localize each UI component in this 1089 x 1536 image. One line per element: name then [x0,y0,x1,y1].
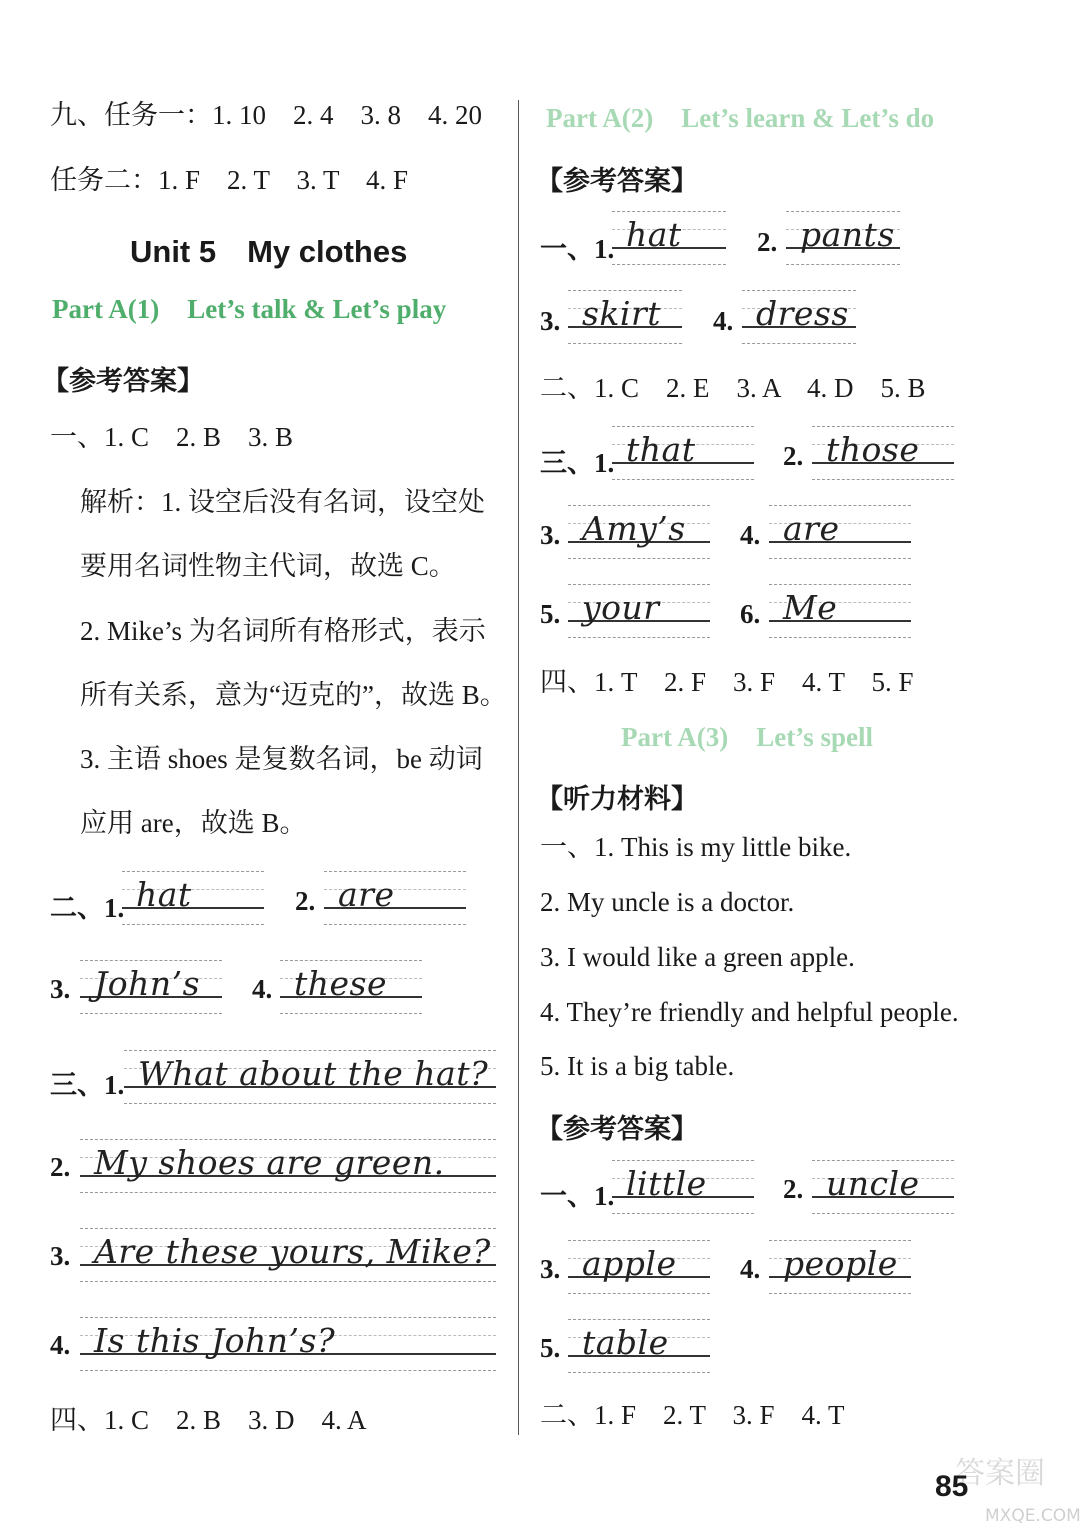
right-a1-answer-3 [568,1240,710,1294]
left-s2-answer-3 [80,960,222,1014]
right-s3-word-6: Me [783,588,838,627]
part-a2-heading [546,103,934,134]
right-s3-word-1: that [626,430,696,469]
task-nine-line-2: 任务二：1. F 2. T 3. T 4. F [50,165,409,195]
listening-line-1: 一、1. This is my little bike. [540,832,852,862]
right-a1-word-4: people [783,1244,898,1283]
explanation-line-3: 2. Mike’s 为名词所有格形式，表示 [80,616,486,646]
right-s3-answer-3 [568,505,710,559]
column-divider [518,100,519,1435]
right-s3-num-6: 6. [740,599,761,629]
right-s1-answer-4 [742,290,856,344]
right-s1-word-1: hat [626,215,682,254]
watermark-logo: 答案圈 [955,1456,1045,1491]
right-s1-num-2: 2. [757,227,778,257]
right-s3-num-2: 2. [783,441,804,471]
left-s3-num-3: 3. [50,1241,71,1271]
part-a3-title: Let’s spell [756,722,873,752]
left-section-1: 一、1. C 2. B 3. B [50,422,294,452]
right-a1-word-5: table [582,1323,669,1362]
right-s3-answer-1 [612,426,754,480]
part-a1-label: Part A(1) [52,294,160,324]
left-s2-label: 二、1. [50,893,125,923]
left-s3-num-4: 4. [50,1330,71,1360]
listening-line-4: 4. They’re friendly and helpful people. [540,997,959,1027]
right-a1-word-2: uncle [826,1164,920,1203]
right-s3-word-5: your [582,588,660,627]
right-a1-label: 一、1. [540,1181,615,1211]
left-s3-answer-4 [80,1317,496,1371]
page-number: 85 [935,1470,969,1503]
right-section-2: 二、1. C 2. E 3. A 4. D 5. B [540,373,926,403]
right-s3-num-3: 3. [540,520,561,550]
right-a1-answer-2 [812,1160,954,1214]
right-s3-answer-4 [769,505,911,559]
left-s3-label: 三、1. [50,1070,125,1100]
part-a2-title: Let’s learn & Let’s do [681,103,935,133]
right-s1-word-4: dress [756,294,849,333]
left-section-4: 四、1. C 2. B 3. D 4. A [50,1405,367,1435]
left-s3-sentence-4: Is this John’s? [94,1321,336,1360]
right-s1-answer-3 [568,290,682,344]
right-s3-answer-2 [812,426,954,480]
left-s2-word-2: are [338,875,395,914]
right-a1-num-2: 2. [783,1174,804,1204]
right-s1-num-4: 4. [713,306,734,336]
part-a2-label: Part A(2) [546,103,654,133]
unit-title: Unit 5 My clothes [130,234,408,269]
part-a3-heading [621,722,873,753]
left-s2-num-3: 3. [50,974,71,1004]
left-s3-num-2: 2. [50,1152,71,1182]
right-a1-answer-1 [612,1160,754,1214]
listening-line-2: 2. My uncle is a doctor. [540,887,795,917]
left-s2-word-1: hat [136,875,192,914]
right-s1-label: 一、1. [540,234,615,264]
left-s3-answer-1 [124,1050,496,1104]
left-s2-word-3: John’s [94,964,201,1003]
answer-header-right: 【参考答案】 [536,166,698,196]
answer-header-left: 【参考答案】 [42,366,204,396]
right-s3-word-4: are [783,509,840,548]
right-a1-num-5: 5. [540,1333,561,1363]
listening-line-3: 3. I would like a green apple. [540,942,855,972]
right-a1-answer-4 [769,1240,911,1294]
right-s3-label: 三、1. [540,448,615,478]
right-s1-word-2: pants [800,215,895,254]
right-s3-num-4: 4. [740,520,761,550]
watermark-url: MXQE.COM [985,1506,1081,1526]
left-s2-num-2: 2. [295,886,316,916]
part-a3-label: Part A(3) [621,722,729,752]
part-a1-title: Let’s talk & Let’s play [187,294,447,324]
listening-line-5: 5. It is a big table. [540,1051,735,1081]
right-a1-word-1: little [626,1164,707,1203]
left-s3-sentence-2: My shoes are green. [94,1143,445,1182]
right-s3-answer-5 [568,584,710,638]
explanation-line-4: 所有关系，意为“迈克的”，故选 B。 [80,680,507,710]
left-s3-sentence-3: Are these yours, Mike? [94,1232,491,1271]
left-s3-answer-2 [80,1139,496,1193]
right-s1-answer-2 [786,211,900,265]
right-s3-word-2: those [826,430,920,469]
right-a1-num-3: 3. [540,1254,561,1284]
right-s1-num-3: 3. [540,306,561,336]
right-a1-word-3: apple [582,1244,677,1283]
explanation-line-6: 应用 are，故选 B。 [80,808,307,838]
right-a1-answer-5 [568,1319,710,1373]
explanation-line-1: 解析：1. 设空后没有名词，设空处 [80,487,485,517]
listening-header: 【听力材料】 [536,784,698,814]
left-s3-sentence-1: What about the hat? [138,1054,489,1093]
right-answer-section-2: 二、1. F 2. T 3. F 4. T [540,1400,845,1430]
left-s3-answer-3 [80,1228,496,1282]
left-s2-answer-1 [122,871,264,925]
task-nine-line-1: 九、任务一：1. 10 2. 4 3. 8 4. 20 [50,100,482,130]
explanation-line-2: 要用名词性物主代词，故选 C。 [80,551,456,581]
right-a1-num-4: 4. [740,1254,761,1284]
right-s3-num-5: 5. [540,599,561,629]
explanation-line-5: 3. 主语 shoes 是复数名词，be 动词 [80,744,483,774]
left-s2-word-4: these [294,964,388,1003]
left-s2-num-4: 4. [252,974,273,1004]
right-s1-answer-1 [612,211,726,265]
right-s1-word-3: skirt [582,294,662,333]
right-s3-word-3: Amy’s [582,509,686,548]
right-s3-answer-6 [769,584,911,638]
left-s2-answer-4 [280,960,422,1014]
part-a1-heading [52,294,446,325]
left-s2-answer-2 [324,871,466,925]
answer-header-right-2: 【参考答案】 [536,1114,698,1144]
right-section-4: 四、1. T 2. F 3. F 4. T 5. F [540,667,914,697]
